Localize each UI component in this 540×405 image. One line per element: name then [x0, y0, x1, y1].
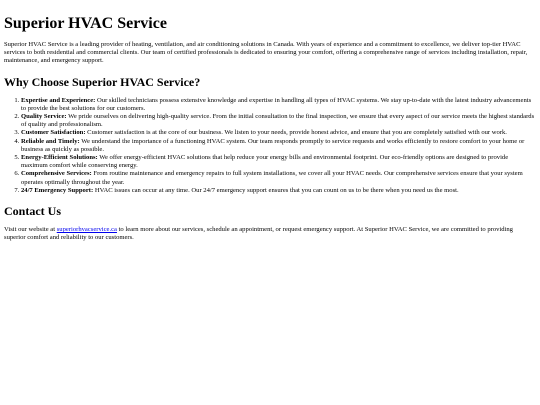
list-item: [21, 97, 536, 113]
list-item: [21, 138, 536, 154]
intro-paragraph: Superior HVAC Service is a leading provider of heating, ventilation, and air conditioning solutions in Canada. With years of experience and a commitment to excellence, we deliver top-tier HVAC services to both residential and commercial clients. Our team of certified professionals is dedicated to ensuring your comfort, offering a comprehensive range of services including installation, repair, maintenance, and emergency support.: [4, 41, 528, 65]
list-item: [21, 170, 536, 186]
website-link[interactable]: superiorhvacservice.ca: [56, 226, 117, 234]
contact-text-after: to learn more about our services, schedule an appointment, or request emergency support. At Superior HVAC Service, we are committed to providing superior comfort and reliability to our customers.: [4, 226, 513, 242]
item-term: Comprehensive Services:: [21, 170, 92, 178]
list-item: [21, 187, 536, 195]
item-description: We pride ourselves on delivering high-quality service. From the initial consultation to the final inspection, we ensure that every aspect of our service meets the highest standards of quality and professionalism.: [21, 113, 535, 129]
why-choose-heading: Why Choose Superior HVAC Service?: [4, 74, 201, 89]
contact-text-before: Visit our website at: [4, 226, 57, 234]
item-description: HVAC issues can occur at any time. Our 24/7 emergency support ensures that you can count on us to be there when you need us the most.: [93, 186, 459, 194]
item-description: From routine maintenance and emergency repairs to full system installations, we cover all your HVAC needs. Our comprehensive services ensure that your system operates optimally throughout the year.: [21, 170, 523, 186]
item-description: Our skilled technicians possess extensive knowledge and expertise in handling all types of HVAC systems. We stay up-to-date with the latest industry advancements to provide the best solutions for our customers.: [21, 96, 532, 112]
item-term: Reliable and Timely:: [21, 137, 80, 145]
contact-heading: Contact Us: [4, 204, 61, 219]
page-title: Superior HVAC Service: [4, 15, 167, 32]
contact-paragraph: [4, 226, 536, 242]
list-item: [21, 129, 536, 137]
item-term: 24/7 Emergency Support:: [21, 186, 94, 194]
item-description: We understand the importance of a functioning HVAC system. Our team responds promptly to service requests and works efficiently to restore comfort to your home or business as quickly as possible.: [21, 137, 525, 153]
list-item: [21, 154, 536, 170]
reasons-list: [4, 97, 536, 195]
item-description: Customer satisfaction is at the core of our business. We listen to your needs, provide honest advice, and ensure that you are completely satisfied with our work.: [85, 129, 507, 137]
item-term: Expertise and Experience:: [21, 96, 96, 104]
item-term: Quality Service:: [21, 113, 67, 121]
item-term: Energy-Efficient Solutions:: [21, 154, 98, 162]
list-item: [21, 113, 536, 129]
item-term: Customer Satisfaction:: [21, 129, 86, 137]
item-description: We offer energy-efficient HVAC solutions that help reduce your energy bills and environmental footprint. Our eco-friendly options are designed to provide maximum comfort while conserving energy.: [21, 154, 509, 170]
